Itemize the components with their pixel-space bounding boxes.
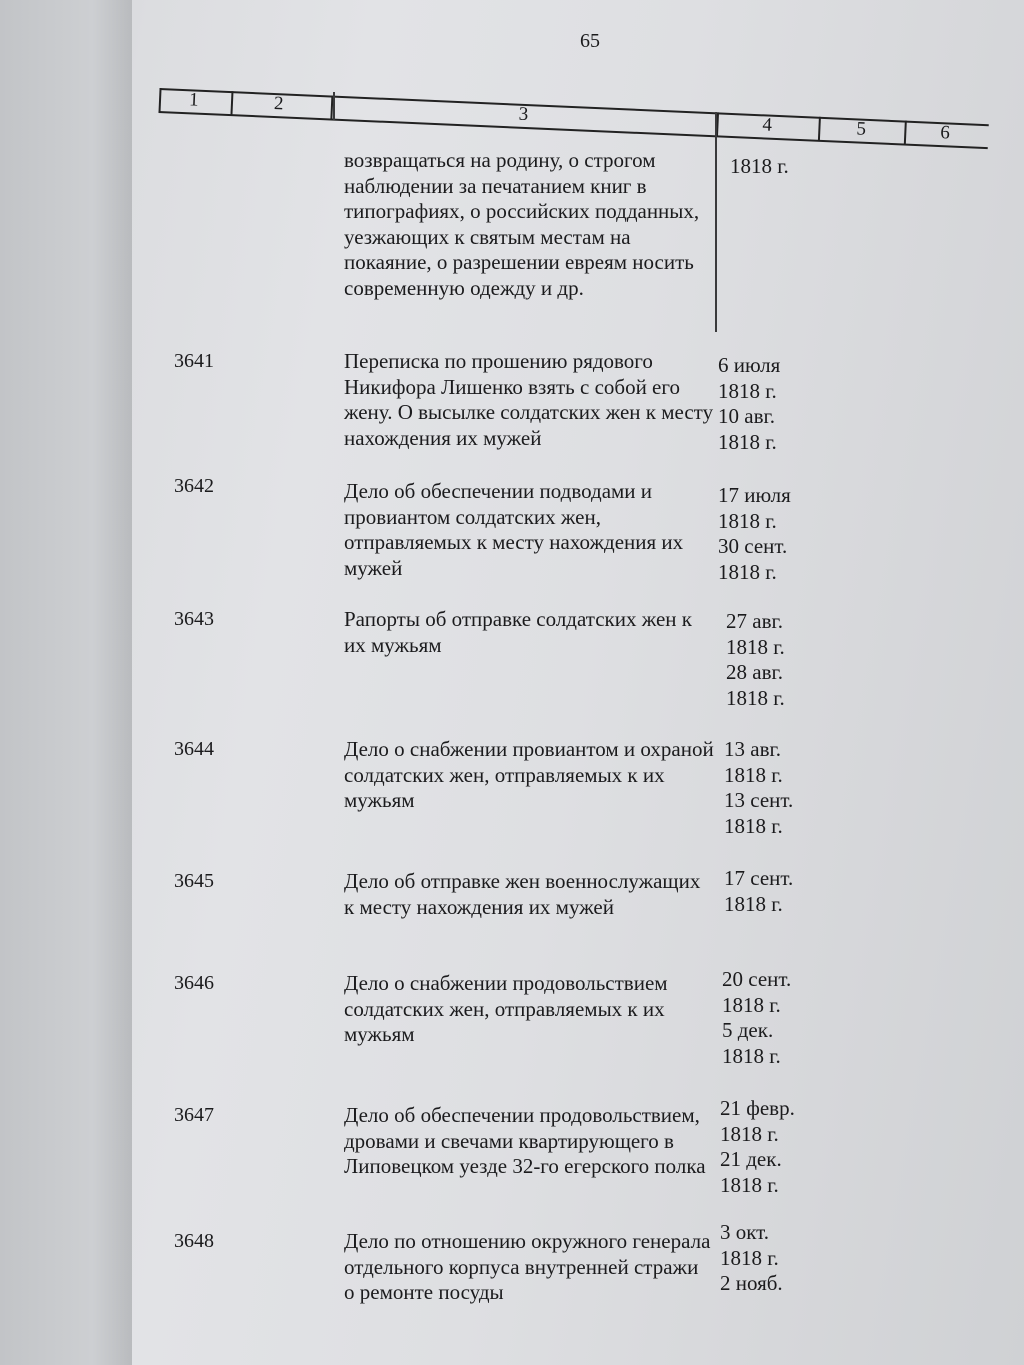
entry-date: 1818 г. [722,992,781,1017]
entry-description: Дело по отношению окружного генерала отдельного корпуса внутренней стражи о ремонте посуды [344,1229,711,1304]
entry-date: 3 окт. [720,1220,770,1244]
entry-date: 1818 г. [730,154,789,178]
entry-date: 10 авг. [718,404,775,428]
entry-date: 1818 г. [718,559,777,584]
entry-date: 13 сент. [724,788,794,812]
entry-date: 1818 г. [726,685,785,710]
entry-dates [720,1096,830,1198]
entry-date: 1818 г. [718,508,777,533]
entry-date: 1818 г. [724,813,783,838]
entry-number: 3644 [174,738,214,760]
header-col-2: 2 [273,93,284,115]
entry-date: 1818 г. [726,634,785,659]
page-number: 65 [580,30,600,52]
entry-number: 3648 [174,1230,214,1252]
entry-date: 2 нояб. [720,1271,783,1295]
entry-date: 28 авг. [726,660,783,684]
entry-date: 1818 г. [720,1172,779,1197]
entry-date: 21 февр. [720,1096,795,1120]
entry-dates [718,353,828,455]
entry-dates [718,483,828,585]
entry-dates [722,967,832,1069]
entry-date: 1818 г. [724,891,783,916]
header-col-3: 3 [518,103,529,126]
entry-date: 30 сент. [718,534,788,558]
entry-dates [724,737,834,839]
left-page-edge [0,0,132,1365]
entry-dates [720,1220,830,1297]
header-col-4: 4 [762,114,773,136]
entry-description: Рапорты об отправке солдатских жен к их мужьям [344,607,692,657]
entry-number: 3642 [174,475,214,497]
entry-date: 1818 г. [724,762,783,787]
entry-date: 20 сент. [722,967,792,991]
header-col-6: 6 [939,122,951,144]
header-col-5: 5 [855,118,867,140]
header-col-1: 1 [188,89,200,111]
entry-description: Дело об обеспечении подводами и провиантом солдатских жен, отправляемых к месту нахождения их мужей [344,479,684,580]
entry-date: 13 авг. [724,737,781,761]
entry-date: 1818 г. [720,1121,779,1146]
header-divider [904,121,907,145]
entry-number: 3646 [174,972,214,994]
entry-description: Дело о снабжении продовольствием солдатских жен, отправляемых к их мужьям [344,971,668,1046]
entry-date: 1818 г. [718,378,777,403]
entry-date: 1818 г. [720,1245,779,1270]
entry-date: 17 сент. [724,866,794,890]
entry-date: 5 дек. [722,1018,774,1042]
entry-number: 3645 [174,870,214,892]
entry-date: 21 дек. [720,1147,782,1171]
entry-dates [724,866,834,917]
header-divider [230,91,233,115]
entry-number: 3647 [174,1104,214,1126]
entry-date: 1818 г. [718,429,777,454]
header-divider [159,88,162,112]
entry-date: 27 авг. [726,609,783,633]
continuation-dates [730,154,840,180]
entry-date: 17 июля [718,483,791,507]
entry-number: 3641 [174,350,214,372]
entry-date: 6 июля [718,353,781,377]
header-divider [818,117,821,141]
entry-description: Дело о снабжении провиантом и охраной солдатских жен, отправляемых к их мужьям [344,737,714,812]
entry-number: 3643 [174,608,214,630]
entry-description: Дело об отправке жен военнослужащих к месту нахождения их мужей [344,869,701,919]
entry-description: Переписка по прошению рядового Никифора Лишенко взять с собой его жену. О высылке солдатских жен к месту нахождения их мужей [344,349,714,450]
column-rule [333,92,335,120]
entry-description: Дело об обеспечении продовольствием, дровами и свечами квартирующего в Липовецком уезде 32-го егерского полка [344,1103,706,1178]
column-rule [715,112,717,332]
entry-dates [726,609,836,711]
entry-date: 1818 г. [722,1043,781,1068]
continuation-description: возвращаться на родину, о строгом наблюдении за печатанием книг в типографиях, о российских подданных, уезжающих к святым местам на покаяние, о разрешении евреям носить современную одежду и др. [344,148,700,300]
